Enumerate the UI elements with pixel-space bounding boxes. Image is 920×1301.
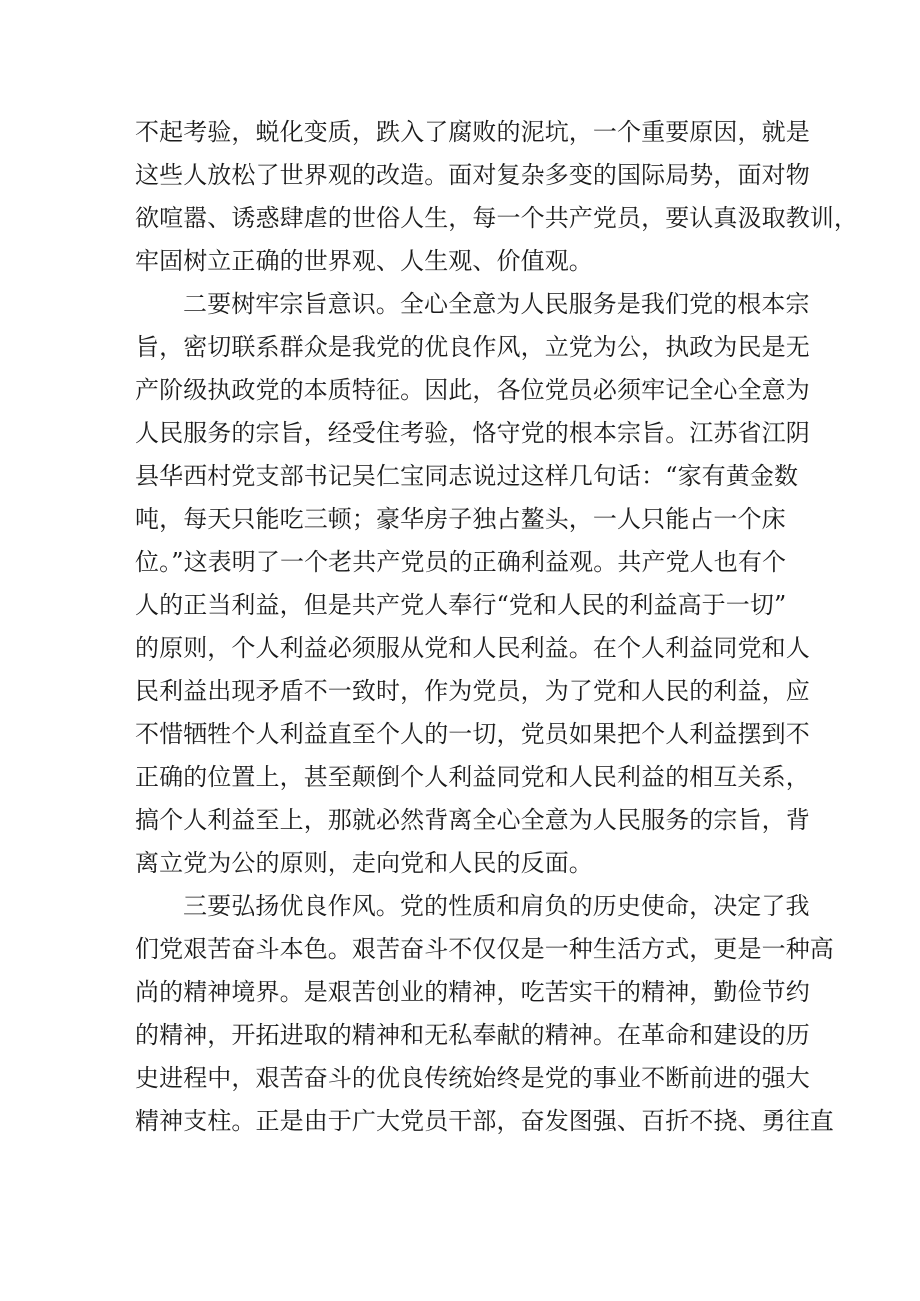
text-line: 不惜牺牲个人利益直至个人的一切，党员如果把个人利益摆到不 (135, 720, 810, 748)
text-line: 产阶级执政党的本质特征。因此，各位党员必须牢记全心全意为 (135, 376, 810, 404)
document-body (135, 111, 858, 1143)
text-line: 民利益出现矛盾不一致时，作为党员，为了党和人民的利益，应 (135, 677, 810, 705)
text-line: 正确的位置上，甚至颠倒个人利益同党和人民利益的相互关系， (135, 763, 810, 791)
text-line: 人的正当利益，但是共产党人奉行“党和人民的利益高于一切” (135, 591, 787, 619)
text-line: 这些人放松了世界观的改造。面对复杂多变的国际局势，面对物 (135, 161, 810, 189)
text-line: 的原则，个人利益必须服从党和人民利益。在个人利益同党和人 (135, 634, 810, 662)
text-line: 县华西村党支部书记吴仁宝同志说过这样几句话：“家有黄金数 (135, 462, 799, 490)
text-line: 史进程中，艰苦奋斗的优良传统始终是党的事业不断前进的强大 (135, 1064, 810, 1092)
text-line: 旨，密切联系群众是我党的优良作风，立党为公，执政为民是无 (135, 333, 810, 361)
text-line: 欲喧嚣、诱惑肆虐的世俗人生，每一个共产党员，要认真汲取教训， (135, 204, 858, 232)
text-line: 尚的精神境界。是艰苦创业的精神，吃苦实干的精神，勤俭节约 (135, 978, 810, 1006)
text-line: 二要树牢宗旨意识。全心全意为人民服务是我们党的根本宗 (183, 290, 810, 318)
text-line: 们党艰苦奋斗本色。艰苦奋斗不仅仅是一种生活方式，更是一种高 (135, 935, 834, 963)
text-line: 位。”这表明了一个老共产党员的正确利益观。共产党人也有个 (135, 548, 787, 576)
text-line: 搞个人利益至上，那就必然背离全心全意为人民服务的宗旨，背 (135, 806, 810, 834)
text-line: 的精神，开拓进取的精神和无私奉献的精神。在革命和建设的历 (135, 1021, 810, 1049)
paragraph-1 (135, 111, 858, 283)
text-line: 离立党为公的原则，走向党和人民的反面。 (135, 849, 593, 877)
text-line: 不起考验，蜕化变质，跌入了腐败的泥坑，一个重要原因，就是 (135, 118, 810, 146)
text-line: 吨，每天只能吃三顿；豪华房子独占鳌头，一人只能占一个床 (135, 505, 786, 533)
text-line: 牢固树立正确的世界观、人生观、价值观。 (135, 247, 593, 275)
paragraph-2 (135, 283, 810, 885)
paragraph-3 (135, 885, 834, 1143)
text-line: 三要弘扬优良作风。党的性质和肩负的历史使命，决定了我 (183, 892, 810, 920)
text-line: 人民服务的宗旨，经受住考验，恪守党的根本宗旨。江苏省江阴 (135, 419, 810, 447)
text-line: 精神支柱。正是由于广大党员干部，奋发图强、百折不挠、勇往直 (135, 1107, 834, 1135)
